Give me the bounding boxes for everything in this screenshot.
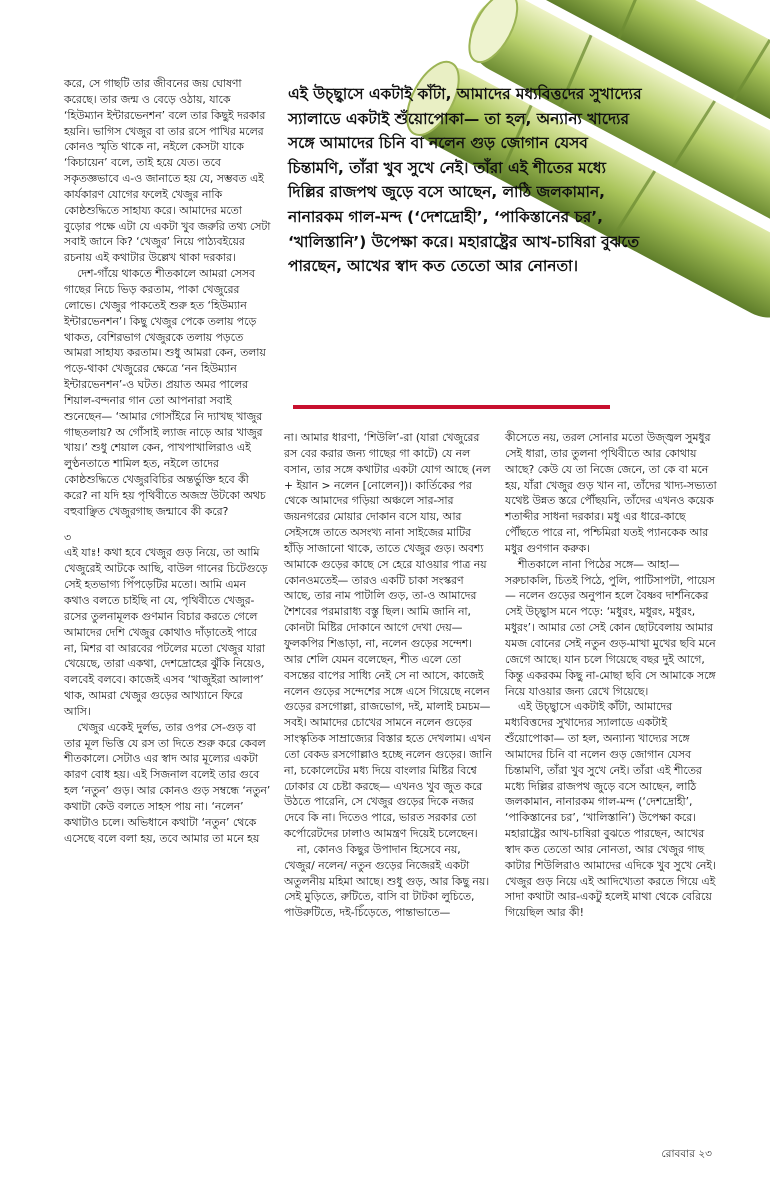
column-3-paragraph: এই উচ্ছ্বাসে একটাই কাঁটা, আমাদের মধ্যবিত্তদের সুখাদ্যের স্যালাডে একটাই শুঁয়োপোকা— তা হল, অন্যান্য খাদ্যের সঙ্গে আমাদের চিনি বা নলেন গুড় জোগান যেসব চিন্তামণি, তাঁরা খুব সুখে নেই। তাঁরা এই শীতের মধ্যে দিল্লির রাজপথ জুড়ে বসে আছেন, লাঠি জলকামান, নানারকম গাল-মন্দ (‘দেশদ্রোহী’, ‘পাকিস্তানের চর’, ‘খালিস্তানি’) উপেক্ষা করে। মহারাষ্ট্রের আখ-চাষিরা বুঝতে পারছেন, আখের স্বাদ কত তেতো আর নোনতা, আর খেজুর গাছ কাটার শিউলিরাও আমাদের এদিকে খুব সুখে নেই। খেজুর গুড় নিয়ে এই আদিখ্যেতা করতে গিয়ে এই সাদা কথাটা আর-একটু হলেই মাথা থেকে বেরিয়ে গিয়েছিল আর কী!: [505, 700, 716, 920]
column-1: [64, 76, 272, 847]
section-number: ৩: [64, 530, 72, 544]
column-3: [505, 430, 717, 921]
pull-quote: [288, 82, 643, 279]
pull-quote-text: এই উচ্ছ্বাসে একটাই কাঁটা, আমাদের মধ্যবিত্তদের সুখাদ্যের স্যালাডে একটাই শুঁয়োপোকা— তা হল, অন্যান্য খাদ্যের সঙ্গে আমাদের চিনি বা নলেন গুড় জোগান যেসব চিন্তামণি, তাঁরা খুব সুখে নেই। তাঁরা এই শীতের মধ্যে দিল্লির রাজপথ জুড়ে বসে আছেন, লাঠি জলকামান, নানারকম গাল-মন্দ (‘দেশদ্রোহী’, ‘পাকিস্তানের চর’, ‘খালিস্তানি’) উপেক্ষা করে। মহারাষ্ট্রের আখ-চাষিরা বুঝতে পারছেন, আখের স্বাদ কত তেতো আর নোনতা।: [288, 85, 642, 276]
column-3-paragraph: শীতকালে নানা পিঠের সঙ্গে— আহা— সরুচাকলি, চিতই পিঠে, পুলি, পাটিসাপটা, পায়েস— নলেন গুড়ের অনুপান হলে বৈষ্ণব দার্শনিকের সেই উচ্ছ্বাস মনে পড়ে: ‘মধুরং, মধুরং, মধুরং, মধুরং’। আমার তো সেই কোন ছোটবেলায় আমার যমজ বোনের সেই নতুন গুড়-মাখা মুখের ছবি মনে জেগে আছে। যান চলে গিয়েছে বছর দুই আগে, কিন্তু একরকম কিছু না-মোছা ছবি সে আমাকে সঙ্গে নিয়ে যাওয়ার জন্য রেখে গিয়েছে।: [505, 557, 716, 698]
column-3-paragraph: কীসেতে নয়, তরল সোনার মতো উজ্জ্বল সুমধুর সেই ধারা, তার তুলনা পৃথিবীতে আর কোথায় আছে? কেউ যে তা নিজে জেনে, তা কে বা মনে হয়, যাঁরা খেজুর গুড় খান না, তাঁদের খাদ্য-সভ্যতা যথেষ্ট উন্নত স্তরে পৌঁছয়নি, তাঁদের এখনও কয়েক শতাব্দীর সাধনা দরকার। মধু এর ধারে-কাছে পৌঁছতে পারে না, পশ্চিমিরা যতই প্যানকেক আর মধুর গুণগান করুক।: [505, 431, 717, 555]
column-1-paragraph: এই যাঃ! কথা হবে খেজুর গুড় নিয়ে, তা আমি খেজুরেই আটকে আছি, বাউল গানের চিটেগুড়ে সেই হতভাগ্য পিঁপড়েটির মতো। আমি এমন কথাও বলতে চাইছি না যে, পৃথিবীতে খেজুর-রসের তুলনামূলক গুণমান বিচার করতে গেলে আমাদের দেশি খেজুর কোথাও দাঁড়াতেই পারে না, মিশর বা আরবের পটলের মতো খেজুর যারা খেয়েছে, তারা একথা, দেশদ্রোহের ঝুঁকি নিয়েও, বলবেই বলবে। কাজেই এসব ‘খাজুইরা আলাপ’ থাক, আমরা খেজুর গুড়ের আখ্যানে ফিরে আসি।: [64, 546, 268, 718]
column-2: [284, 430, 492, 921]
accent-rule: [293, 405, 610, 409]
page-footer: রোববার ২৩: [661, 1148, 712, 1160]
column-1-paragraph: দেশ-গাঁয়ে থাকতে শীতকালে আমরা সেসব গাছের নিচে ভিড় করতাম, পাকা খেজুরের লোভে। খেজুর পাকতেই শুরু হত ‘হিউম্যান ইন্টারভেনশন’। কিছু খেজুর পেকে তলায় পড়ে থাকত, বেশিরভাগ খেজুরকে তলায় পড়তে আমরা সাহায্য করতাম। শুধু আমরা কেন, তলায় পড়ে-থাকা খেজুরের ক্ষেত্রে ‘নন হিউম্যান ইন্টারভেনশন’-ও ঘটত। প্রয়াত অমর পালের শিয়াল-বন্দনার গান তো আপনারা সবাই শুনেছেন— ‘আমার গোসাঁইরে নি দ্যাখছ খাজুর গাছতলায়? অ গোঁসাই ল্যাজ নাড়ে আর খাজুর খায়।’ শুধু শেয়াল কেন, পাখপাখালিরাও এই লুণ্ঠনতাতে শামিল হত, নইলে তাদের কোষ্ঠশুদ্ধিতে খেজুরবিচির অন্তর্ভুক্তি হবে কী করে? না যদি হয় পৃথিবীতে অজস্র উটকো অথচ বহুবাঞ্ছিত খেজুরগাছ জন্মাবে কী করে?: [64, 267, 266, 518]
column-1-paragraph: করে, সে গাছটি তার জীবনের জয় ঘোষণা করেছে। তার জন্ম ও বেড়ে ওঠায়, যাকে ‘হিউম্যান ইন্টারভেনশন’ বলে তার কিছুই দরকার হয়নি। ভাগিস খেজুর বা তার রসে পাখির মলের কোনও স্মৃতি থাকে না, নইলে কেসটা যাকে ‘কিচায়েন’ বলে, তাই হয়ে যেত। তবে সকৃতজ্ঞভাবে এ-ও জানাতে হয় যে, সম্ভবত এই কার্যকারণ যোগের ফলেই খেজুর নাকি কোষ্ঠশুদ্ধিতে সাহায্য করে। আমাদের মতো বুড়োর পক্ষে এটা যে একটা খুব জরুরি তথ্য সেটা সবাই জানে কি? ‘খেজুর’ নিয়ে পাঠ্যবইয়ের রচনায় এই কথাটার উল্লেখ থাকা দরকার।: [64, 77, 271, 265]
column-2-paragraph: না, কোনও কিছুর উপাদান হিসেবে নয়, খেজুর/ নলেন/ নতুন গুড়ের নিজেরই একটা অতুলনীয় মহিমা আছে। শুধু গুড়, আর কিছু নয়। সেই মুড়িতে, রুটিতে, বাসি বা টাটকা লুচিতে, পাউরুটিতে, দই-চিঁড়েতে, পান্তাভাতে—: [284, 842, 490, 920]
column-1-paragraph: খেজুর একেই দুর্লভ, তার ওপর সে-গুড় বা তার মূল ভিত্তি যে রস তা দিতে শুরু করে কেবল শীতকালে। সেটাও এর স্বাদ আর মূল্যের একটা কারণ বোধ হয়। এই সিজনাল বলেই তার গুবে হল ‘নতুন’ গুড়। আর কোনও গুড় সম্বন্ধে ‘নতুন’ কথাটা কেউ বলতে সাহস পায় না। ‘নলেন’ কথাটাও চলে। অভিধানে কথাটা ‘নতুন’ থেকে এসেছে বলে বলা হয়, তবে আমার তা মনে হয়: [64, 720, 271, 845]
column-2-paragraph: না। আমার ধারণা, ‘শিউলি’-রা (যারা খেজুরের রস বের করার জন্য গাছের গা কাটে) যে নল বসান, তার সঙ্গে কথাটার একটা যোগ আছে (নল + ইয়ান > নলেন [নোলেন])। কার্তিকের পর থেকে আমাদের গড়িয়া অঞ্চলে সার-সার জয়নগরের মোয়ার দোকান বসে যায়, আর সেইসঙ্গে তাতে অসংখ্য নানা সাইজের মাটির হাঁড়ি সাজানো থাকে, তাতে খেজুর গুড়। অবশ্য আমাকে গুড়ের কাছে সে হেরে যাওয়ার পাত্র নয় কোনওমতেই— তারও একটি চাকা সংস্করণ আছে, তার নাম পাটালি গুড়, তা-ও আমাদের শৈশবের পরমারাধ্য বস্তু ছিল। আমি জানি না, কোনটা মিষ্টির দোকানে আগে দেখা দেয়— ফুলকপির শিঙাড়া, না, নলেন গুড়ের সন্দেশ। আর শেলি যেমন বলেছেন, শীত এলে তো বসন্তের বাপের সাধ্যি নেই সে না আসে, কাজেই নলেন গুড়ের সন্দেশের সঙ্গে এসে গিয়েছে নলেন গুড়ের রসগোল্লা, রাজভোগ, দই, মালাই চমচম— সবই। আমাদের চোখের সামনে নলেন গুড়ের সাংস্কৃতিক সাম্রাজ্যের বিস্তার হতে দেখলাম। এখন তো বেকড রসগোল্লাও হচ্ছে নলেন গুড়ের। জানি না, চকোলেটের মধ্য দিয়ে বাংলার মিষ্টির বিশ্বে ঢোকার যে চেষ্টা করছে— এখনও খুব জুত করে উঠতে পারেনি, সে খেজুর গুড়ের দিকে নজর দেবে কি না। দিতেও পারে, ভারত সরকার তো কর্পোরেটদের ঢালাও আমন্ত্রণ দিয়েই চলেছেন।: [284, 431, 492, 841]
